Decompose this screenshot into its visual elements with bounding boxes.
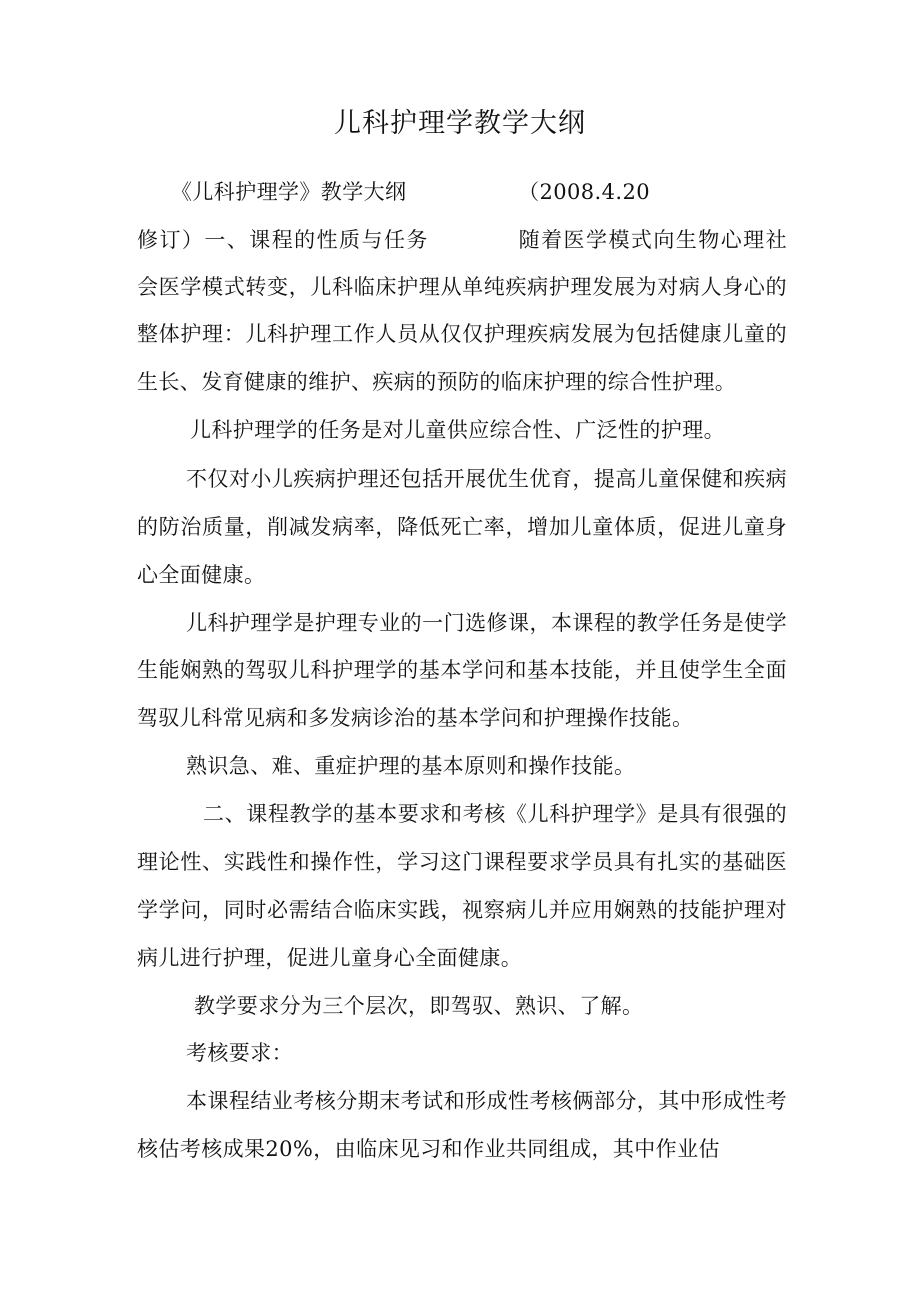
text-line: 学学问，同时必需结合临床实践，视察病儿并应用娴熟的技能护理对 [137, 898, 787, 922]
text-line: 熟识急、难、重症护理的基本原则和操作技能。 [186, 754, 636, 778]
text-line: 不仅对小儿疾病护理还包括开展优生优育，提高儿童保健和疾病 [186, 467, 787, 491]
text-line: 病儿进行护理，促进儿童身心全面健康。 [137, 946, 523, 970]
text-line: 生能娴熟的驾驭儿科护理学的基本学问和基本技能，并且使学生全面 [137, 658, 787, 682]
text-line: 考核要求： [186, 1041, 293, 1065]
text-line: 心全面健康。 [137, 563, 266, 587]
text-line: 儿科护理学是护理专业的一门选修课，本课程的教学任务是使学 [186, 611, 787, 635]
text-line: 驾驭儿科常见病和多发病诊治的基本学问和护理操作技能。 [137, 706, 694, 730]
document-title: 儿科护理学教学大纲 [334, 108, 586, 139]
text-line: 二、课程教学的基本要求和考核《儿科护理学》是具有很强的 [203, 802, 787, 826]
text-line: 教学要求分为三个层次，即驾驭、熟识、了解。 [194, 994, 644, 1018]
text-line: 核估考核成果20%，由临床见习和作业共同组成，其中作业估 [137, 1137, 720, 1161]
header-line-date: （2008.4.20 [518, 180, 650, 204]
text-line: 修订）一、课程的性质与任务 随着医学模式向生物心理社 [137, 228, 787, 252]
text-line: 本课程结业考核分期末考试和形成性考核俩部分，其中形成性考 [186, 1089, 787, 1113]
text-line: 的防治质量，削减发病率，降低死亡率，增加儿童体质，促进儿童身 [137, 515, 787, 539]
header-line-left: 《儿科护理学》教学大纲 [171, 180, 407, 204]
text-line: 儿科护理学的任务是对儿童供应综合性、广泛性的护理。 [190, 418, 725, 442]
text-line: 会医学模式转变，儿科临床护理从单纯疾病护理发展为对病人身心的 [137, 275, 787, 299]
text-line: 理论性、实践性和操作性，学习这门课程要求学员具有扎实的基础医 [137, 850, 787, 874]
text-line: 整体护理：儿科护理工作人员从仅仅护理疾病发展为包括健康儿童的 [137, 322, 787, 346]
header-line [137, 172, 787, 212]
text-line: 生长、发育健康的维护、疾病的预防的临床护理的综合性护理。 [137, 370, 737, 394]
